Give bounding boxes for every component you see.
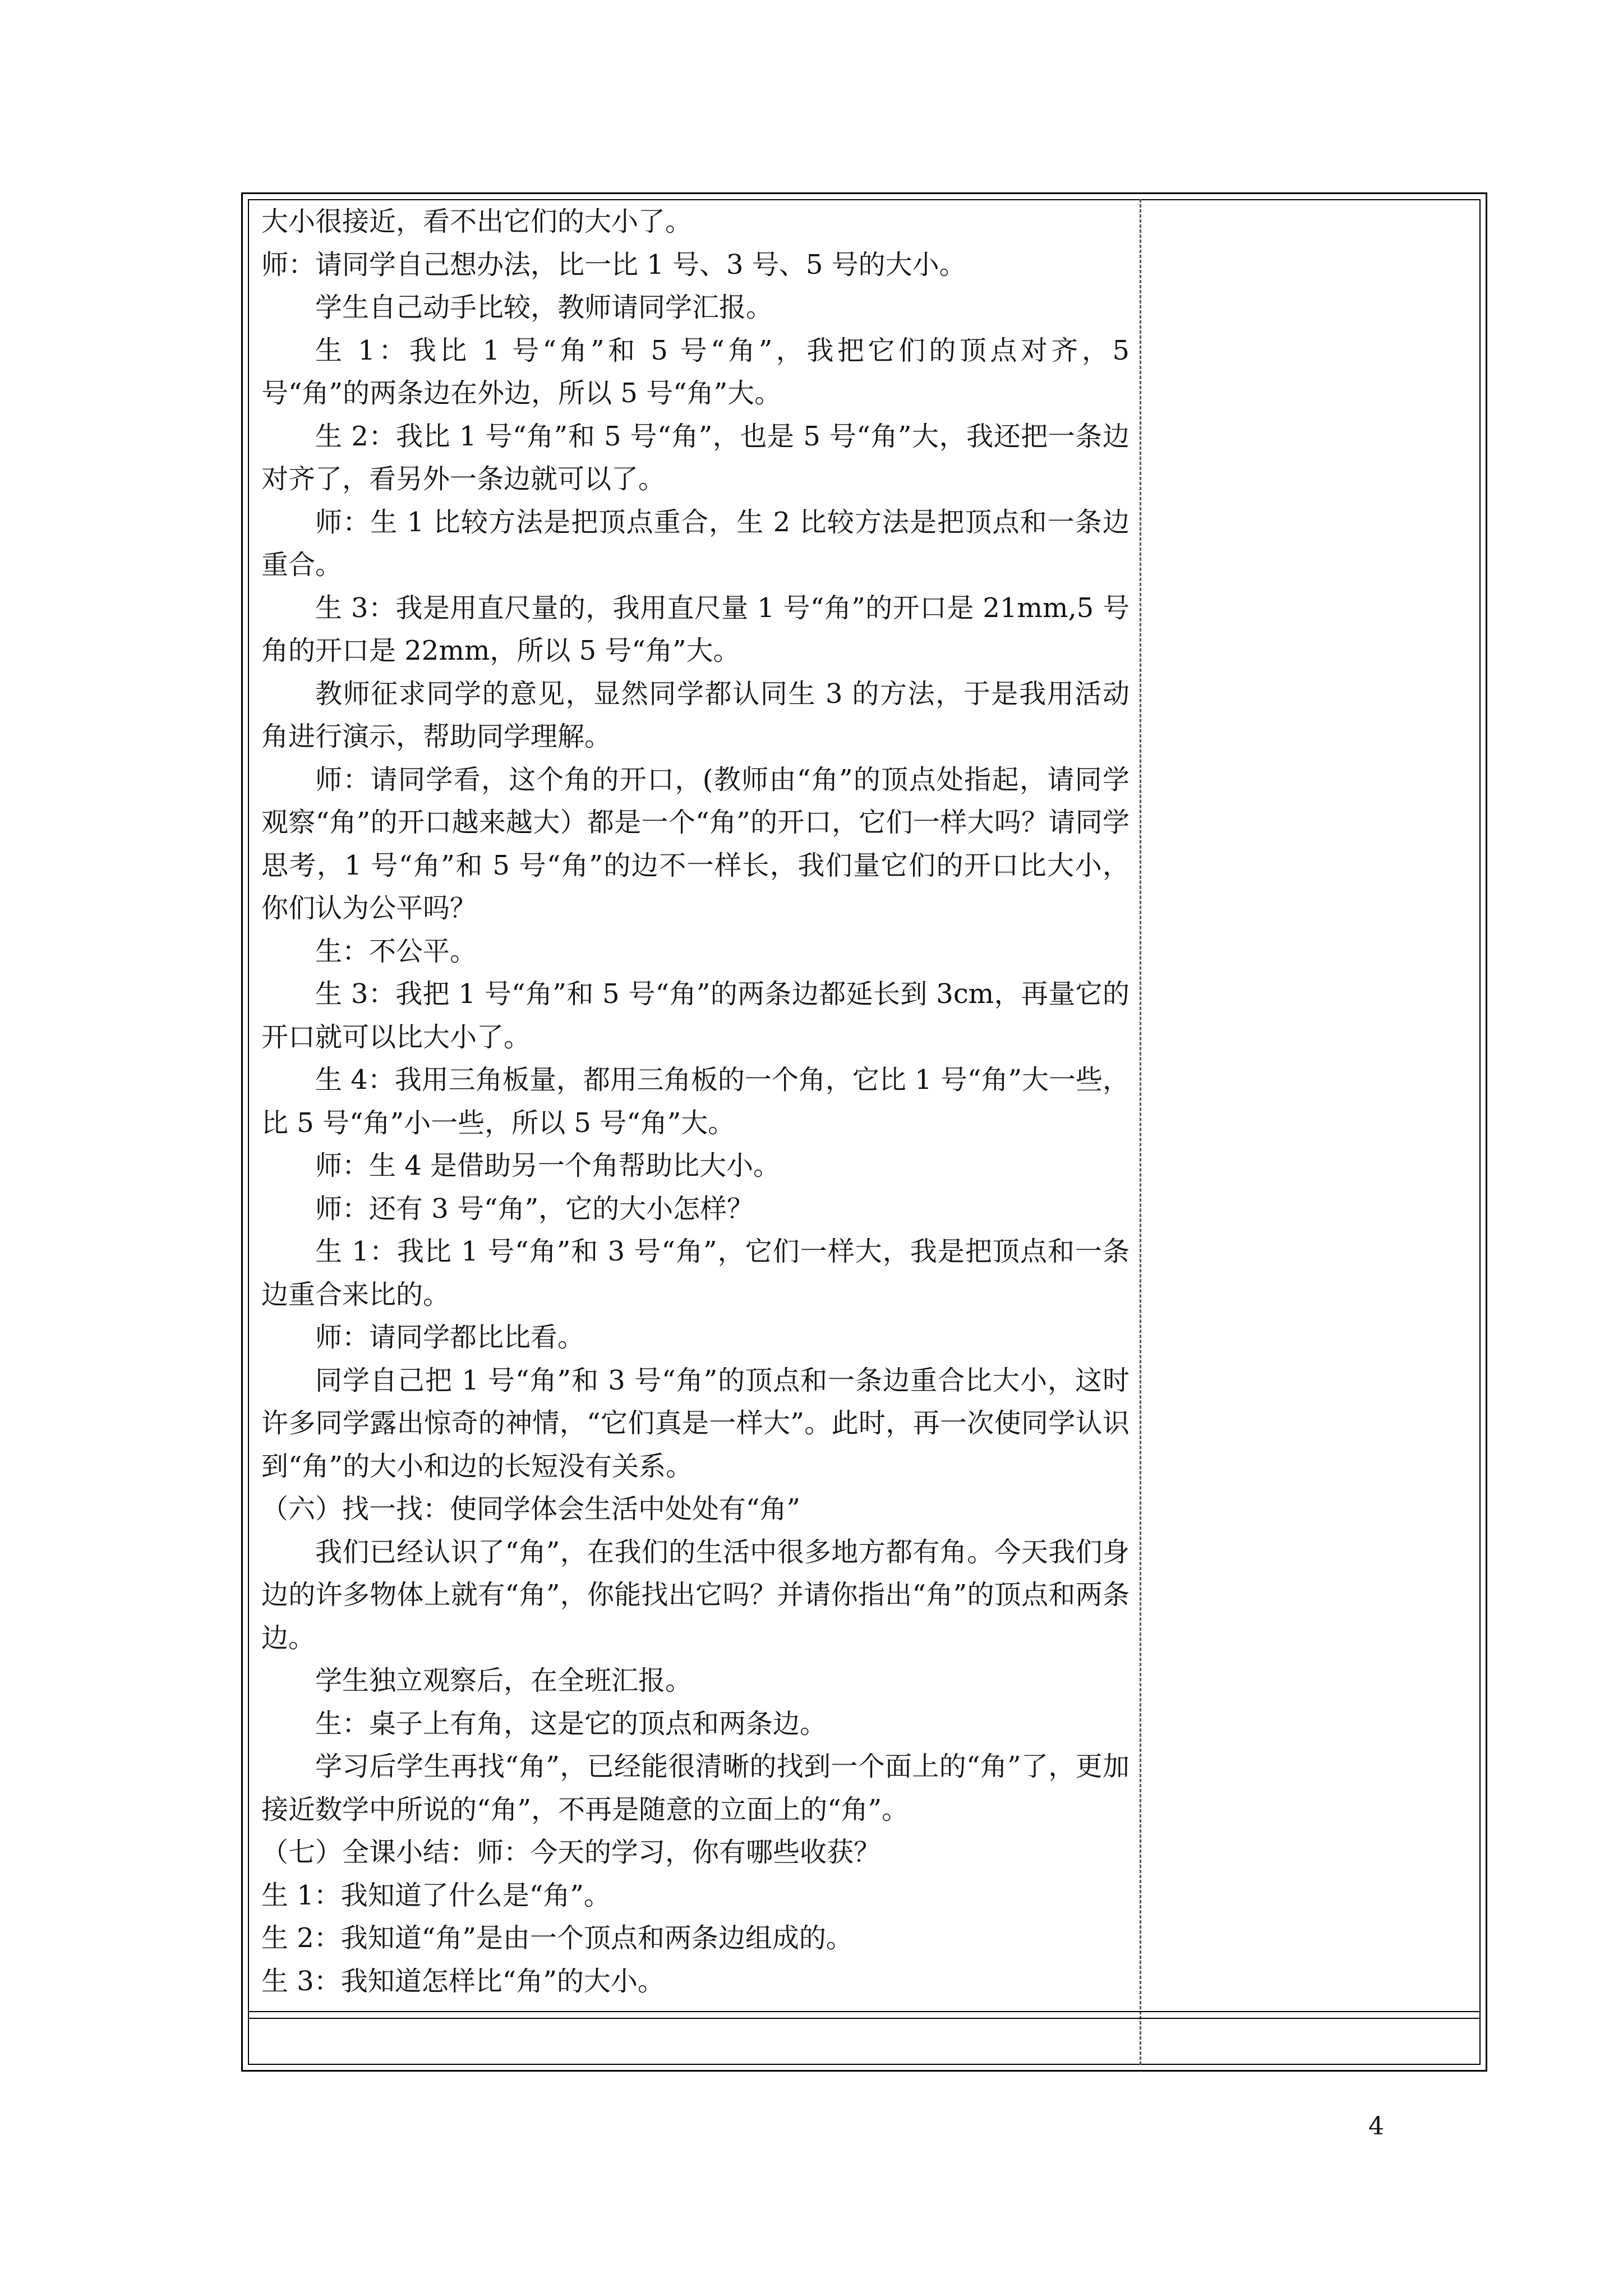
page-number: 4: [1368, 2112, 1384, 2141]
paragraph: 师：还有 3 号“角”，它的大小怎样？: [315, 1193, 754, 1225]
paragraph: 生 3：我把 1 号“角”和 5 号“角”的两条边都延长到 3cm，再量它的开口就可以比大小了。: [261, 978, 1129, 1053]
paragraph: 学习后学生再找“角”，已经能很清晰的找到一个面上的“角”了，更加接近数学中所说的“角”，不再是随意的立面上的“角”。: [261, 1751, 1129, 1825]
paragraph: 师：生 1 比较方法是把顶点重合，生 2 比较方法是把顶点和一条边重合。: [261, 506, 1129, 581]
paragraph: 师：请同学自己想办法，比一比 1 号、3 号、5 号的大小。: [261, 249, 966, 280]
paragraph: 生 3：我是用直尺量的，我用直尺量 1 号“角”的开口是 21mm,5 号角的开口是 22mm，所以 5 号“角”大。: [261, 592, 1129, 666]
row-divider-top: [248, 2011, 1481, 2012]
paragraph: 教师征求同学的意见，显然同学都认同生 3 的方法，于是我用活动角进行演示，帮助同学理解。: [261, 678, 1129, 752]
section-heading: （七）全课小结：师：今天的学习，你有哪些收获？: [261, 1837, 881, 1868]
paragraph: 学生独立观察后，在全班汇报。: [315, 1665, 693, 1696]
paragraph: 生：桌子上有角，这是它的顶点和两条边。: [315, 1708, 827, 1740]
paragraph: 生 1：我知道了什么是“角”。: [261, 1879, 611, 1911]
paragraph: 生 2：我比 1 号“角”和 5 号“角”，也是 5 号“角”大，我还把一条边对齐了，看另外一条边就可以了。: [261, 420, 1129, 495]
paragraph: 学生自己动手比较，教师请同学汇报。: [315, 292, 773, 323]
paragraph: 生 1：我比 1 号“角”和 5 号“角”，我把它们的顶点对齐，5 号“角”的两条边在外边，所以 5 号“角”大。: [261, 334, 1138, 409]
paragraph: 师：请同学看，这个角的开口，(教师由“角”的顶点处指起，请同学观察“角”的开口越来越大）都是一个“角”的开口，它们一样大吗？请同学思考，1 号“角”和 5 号“角”的边不一样长，我们量它们的开口比大小，你们认为公平吗？: [261, 763, 1129, 924]
paragraph: 生 3：我知道怎样比“角”的大小。: [261, 1965, 665, 1997]
section-heading: （六）找一找：使同学体会生活中处处有“角”: [261, 1493, 801, 1525]
paragraph: 师：请同学都比比看。: [315, 1322, 585, 1353]
column-divider: [1140, 199, 1141, 2065]
paragraph: 生 2：我知道“角”是由一个顶点和两条边组成的。: [261, 1922, 853, 1954]
lesson-content-cell: [261, 200, 1138, 2003]
paragraph: 我们已经认识了“角”，在我们的生活中很多地方都有角。今天我们身边的许多物体上就有“角”，你能找出它吗？并请你指出“角”的顶点和两条边。: [261, 1536, 1129, 1654]
paragraph: 师：生 4 是借助另一个角帮助比大小。: [315, 1150, 781, 1181]
paragraph: 生：不公平。: [315, 935, 477, 967]
paragraph: 大小很接近，看不出它们的大小了。: [261, 206, 693, 237]
paragraph: 同学自己把 1 号“角”和 3 号“角”的顶点和一条边重合比大小，这时许多同学露出惊奇的神情，“它们真是一样大”。此时，再一次使同学认识到“角”的大小和边的长短没有关系。: [261, 1364, 1129, 1482]
paragraph: 生 4：我用三角板量，都用三角板的一个角，它比 1 号“角”大一些，比 5 号“角”小一些，所以 5 号“角”大。: [261, 1064, 1129, 1139]
paragraph: 生 1：我比 1 号“角”和 3 号“角”，它们一样大，我是把顶点和一条边重合来比的。: [261, 1236, 1129, 1310]
row-divider-bottom: [248, 2018, 1481, 2019]
